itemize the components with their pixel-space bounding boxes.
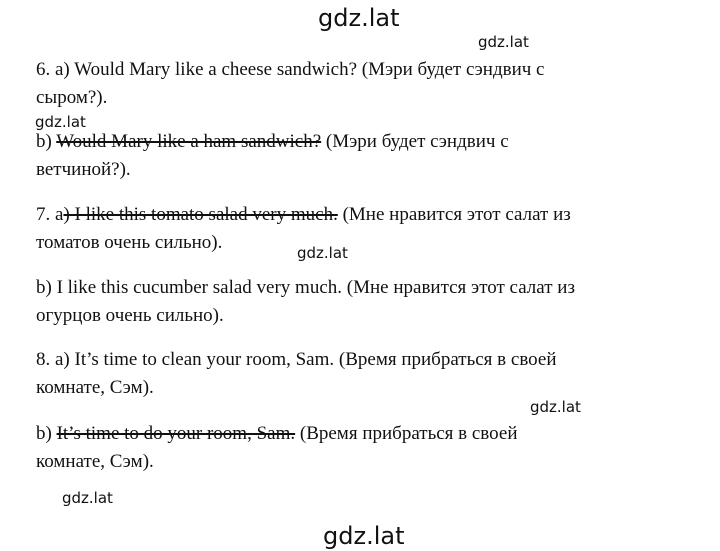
item-7a-prefix: 7. a — [36, 204, 64, 225]
item-7b-line1 — [36, 278, 575, 297]
item-6b-struck-sentence: Would Mary like a ham sandwich? — [56, 131, 322, 152]
item-6b-line1 — [36, 132, 509, 151]
watermark-top-right: gdz.lat — [478, 33, 529, 51]
item-6a-prefix: 6. a) — [36, 59, 75, 80]
watermark-bottom: gdz.lat — [323, 522, 405, 550]
item-8a-line1 — [36, 350, 557, 369]
watermark-bottom-left: gdz.lat — [62, 489, 113, 507]
item-6b-translation: (Мэри будет сэндвич с — [321, 131, 509, 152]
item-8a-prefix: 8. a) — [36, 349, 75, 370]
item-8b-translation: (Время прибраться в своей — [295, 423, 518, 444]
item-7a-line1 — [36, 205, 571, 224]
item-7a-line2: томатов очень сильно). — [36, 232, 223, 253]
watermark-right: gdz.lat — [530, 398, 581, 416]
item-6a-translation: (Мэри будет сэндвич с — [357, 59, 545, 80]
item-7b-translation: (Мне нравится этот салат из — [342, 277, 575, 298]
item-7b-line2: огурцов очень сильно). — [36, 305, 224, 326]
item-6b-prefix: b) — [36, 131, 57, 152]
item-8b-line1 — [36, 424, 517, 443]
watermark-middle: gdz.lat — [297, 244, 348, 262]
item-6a-line2: сыром?). — [36, 87, 108, 108]
item-6a-line1 — [36, 60, 545, 79]
item-8b-line2: комнате, Сэм). — [36, 451, 154, 472]
item-7a-translation: (Мне нравится этот салат из — [337, 204, 571, 225]
item-6b-line2: ветчиной?). — [36, 159, 131, 180]
watermark-left: gdz.lat — [35, 113, 86, 131]
watermark-top: gdz.lat — [318, 4, 400, 32]
item-8a-line2: комнате, Сэм). — [36, 377, 154, 398]
item-7b-sentence: I like this cucumber salad very much. — [56, 277, 343, 298]
item-6a-sentence: Would Mary like a cheese sandwich? — [74, 59, 358, 80]
item-8a-translation: (Время прибраться в своей — [334, 349, 557, 370]
item-7b-prefix: b) — [36, 277, 57, 298]
item-8a-sentence: It’s time to clean your room, Sam. — [74, 349, 335, 370]
item-8b-struck-sentence: It’s time to do your room, Sam. — [56, 423, 296, 444]
item-8b-prefix: b) — [36, 423, 57, 444]
item-7a-struck-sentence: ) I like this tomato salad very much. — [63, 204, 338, 225]
